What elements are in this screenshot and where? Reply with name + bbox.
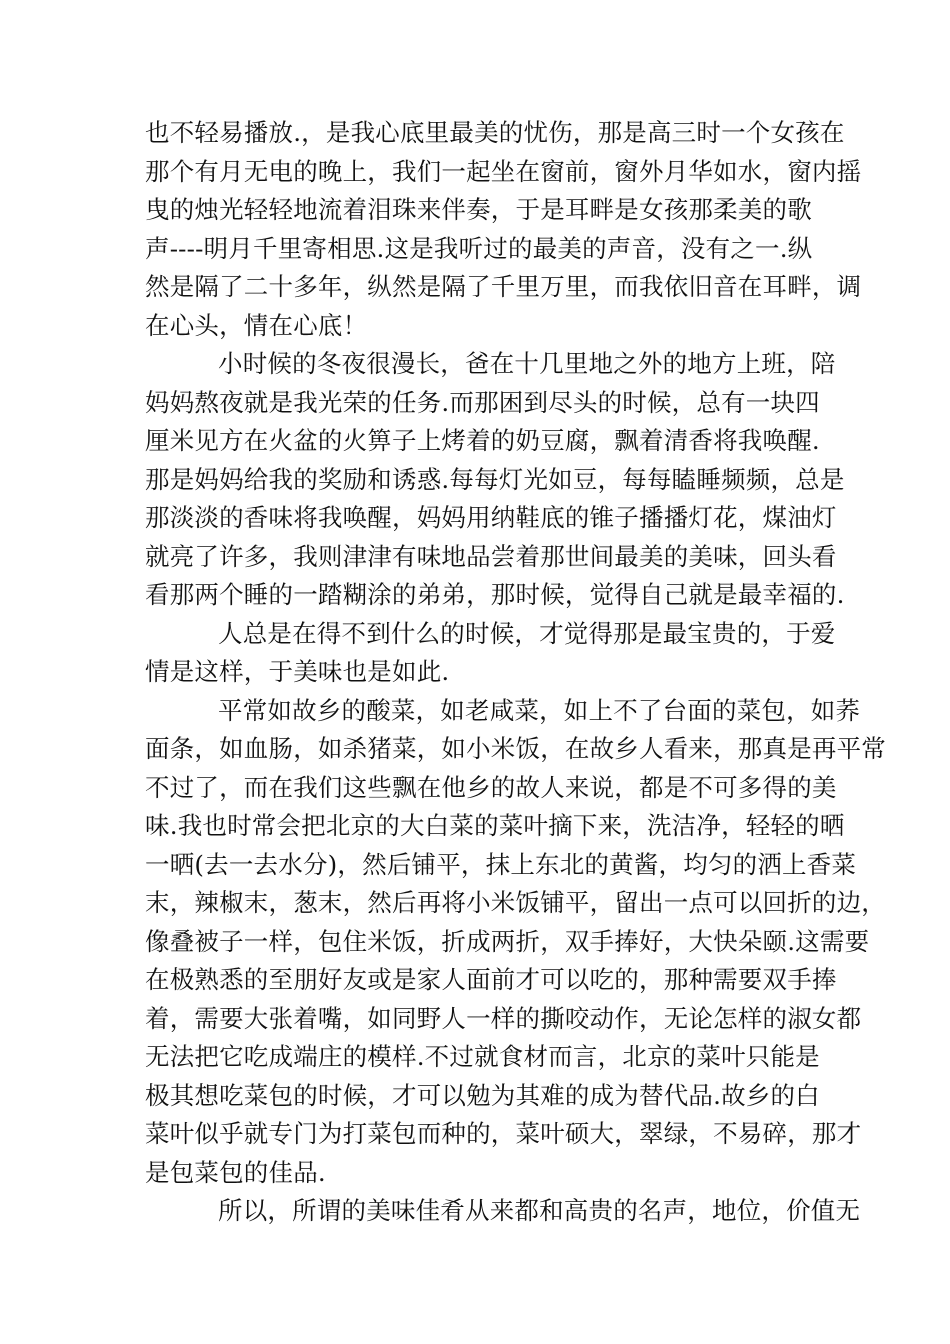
paragraph-first-line: 人总是在得不到什么的时候，才觉得那是最宝贵的，于爱 [218, 618, 836, 648]
paragraph-first-line: 平常如故乡的酸菜，如老咸菜，如上不了台面的菜包，如荞 [218, 695, 861, 725]
text-line: 声----明月千里寄相思.这是我听过的最美的声音，没有之一.纵 [145, 233, 813, 263]
text-line: 看那两个睡的一踏糊涂的弟弟，那时候，觉得自己就是最幸福的. [145, 580, 845, 609]
text-line: 然是隔了二十多年，纵然是隔了千里万里，而我依旧音在耳畔，调 [145, 272, 862, 301]
text-line: 像叠被子一样，包住米饭，折成两折，双手捧好，大快朵颐.这需要 [145, 926, 870, 956]
text-line: 曳的烛光轻轻地流着泪珠来伴奏，于是耳畔是女孩那柔美的歌 [145, 195, 812, 224]
text-line: 也不轻易播放.，是我心底里最美的忧伤，那是高三时一个女孩在 [145, 118, 845, 147]
text-line: 极其想吃菜包的时候，才可以勉为其难的成为替代品.故乡的白 [145, 1080, 820, 1110]
text-line: 在极熟悉的至朋好友或是家人面前才可以吃的，那种需要双手捧 [145, 965, 837, 994]
paragraph-first-line: 所以，所谓的美味佳肴从来都和高贵的名声，地位，价值无 [218, 1196, 861, 1225]
text-line: 一晒(去一去水分)，然后铺平，抹上东北的黄酱，均匀的洒上香菜 [145, 849, 857, 879]
text-line: 不过了，而在我们这些飘在他乡的故人来说，都是不可多得的美 [145, 772, 837, 802]
text-line: 那淡淡的香味将我唤醒，妈妈用纳鞋底的锥子播播灯花，煤油灯 [145, 503, 837, 532]
text-line: 妈妈熬夜就是我光荣的任务.而那困到尽头的时候，总有一块四 [145, 387, 820, 417]
article-body [145, 114, 886, 1231]
text-line: 无法把它吃成端庄的模样.不过就食材而言，北京的菜叶只能是 [145, 1042, 820, 1071]
text-line: 厘米见方在火盆的火箅子上烤着的奶豆腐，飘着清香将我唤醒. [145, 426, 820, 455]
text-line: 是包菜包的佳品. [145, 1157, 326, 1187]
text-line: 就亮了许多，我则津津有味地品尝着那世间最美的美味，回头看 [145, 541, 837, 571]
text-line: 那个有月无电的晚上，我们一起坐在窗前，窗外月华如水，窗内摇 [145, 156, 862, 186]
text-line: 那是妈妈给我的奖励和诱惑.每每灯光如豆，每每瞌睡频频，总是 [145, 464, 845, 494]
text-line: 味.我也时常会把北京的大白菜的菜叶摘下来，洗洁净，轻轻的晒 [145, 811, 845, 840]
text-line: 菜叶似乎就专门为打菜包而种的，菜叶硕大，翠绿，不易碎，那才 [145, 1119, 862, 1148]
text-line: 在心头，情在心底！ [145, 310, 368, 340]
text-line: 末，辣椒末，葱末，然后再将小米饭铺平，留出一点可以回折的边， [145, 888, 886, 917]
paragraph-first-line: 小时候的冬夜很漫长，爸在十几里地之外的地方上班，陪 [218, 349, 836, 378]
text-line: 情是这样，于美味也是如此. [145, 657, 450, 686]
text-line: 着，需要大张着嘴，如同野人一样的撕咬动作，无论怎样的淑女都 [145, 1003, 862, 1033]
text-line: 面条，如血肠，如杀猪菜，如小米饭，在故乡人看来，那真是再平常 [145, 734, 886, 763]
